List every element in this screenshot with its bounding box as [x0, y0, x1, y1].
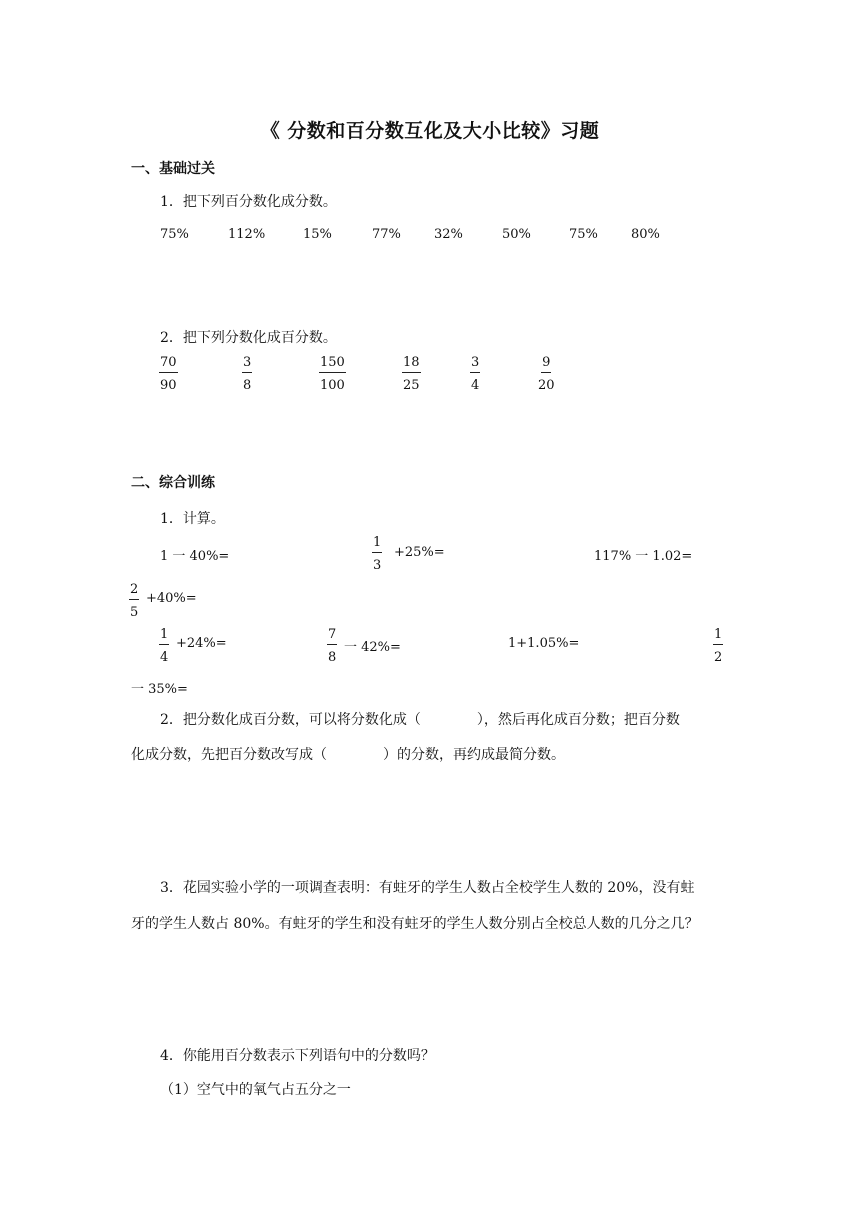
percent-item: 50%: [502, 227, 531, 242]
percent-item: 32%: [434, 227, 463, 242]
numerator: 3: [470, 355, 480, 373]
numerator: 7: [327, 627, 337, 645]
denominator: 8: [328, 650, 337, 665]
denominator: 4: [160, 650, 169, 665]
fraction: [713, 627, 723, 665]
fraction: [159, 627, 169, 665]
numerator: 2: [129, 582, 139, 600]
percent-item: 75%: [569, 227, 598, 242]
fraction: [319, 355, 346, 393]
fraction: [242, 355, 252, 393]
numerator: 9: [541, 355, 551, 373]
section-heading-training: 二、综合训练: [131, 475, 215, 491]
denominator: 2: [714, 650, 723, 665]
denominator: 20: [538, 378, 555, 393]
question-4-sub-1: （1）空气中的氧气占五分之一: [160, 1082, 351, 1098]
numerator: 1: [713, 627, 723, 645]
section-heading-basic: 一、基础过关: [131, 161, 215, 177]
calc-expression-3: 117% 一 1.02=: [594, 549, 693, 564]
calc-prompt: 1．计算。: [160, 511, 225, 527]
numerator: 18: [402, 355, 421, 373]
percent-item: 80%: [631, 227, 660, 242]
fraction: [402, 355, 421, 393]
fraction: [327, 627, 337, 665]
fraction: [470, 355, 480, 393]
page-title: 《 分数和百分数互化及大小比较》习题: [260, 120, 600, 142]
calc-expression-4: +40%=: [146, 591, 197, 606]
fraction: [538, 355, 555, 393]
calc-expression-2: +25%=: [394, 545, 445, 560]
question-1-prompt: 1．把下列百分数化成分数。: [160, 194, 337, 210]
percent-item: 15%: [303, 227, 332, 242]
calc-expression-8: 一 35%=: [131, 682, 188, 697]
fraction: [159, 355, 178, 393]
calc-expression-7: 1+1.05%=: [508, 636, 580, 651]
fraction: [129, 582, 139, 620]
percent-item: 112%: [228, 227, 266, 242]
numerator: 70: [159, 355, 178, 373]
question-2-line-1: 2．把分数化成百分数，可以将分数化成（ ），然后再化成百分数；把百分数: [160, 712, 680, 728]
question-4-prompt: 4．你能用百分数表示下列语句中的分数吗？: [160, 1048, 435, 1064]
numerator: 1: [159, 627, 169, 645]
denominator: 4: [471, 378, 480, 393]
question-3-line-1: 3．花园实验小学的一项调查表明：有蛀牙的学生人数占全校学生人数的 20%，没有蛀: [160, 880, 695, 896]
question-2-line-2: 化成分数，先把百分数改写成（ ）的分数，再约成最简分数。: [131, 747, 565, 763]
percent-item: 75%: [160, 227, 189, 242]
numerator: 1: [372, 535, 382, 553]
denominator: 90: [160, 378, 177, 393]
denominator: 100: [320, 378, 345, 393]
percent-item: 77%: [372, 227, 401, 242]
calc-expression-6: 一 42%=: [344, 640, 401, 655]
denominator: 25: [403, 378, 420, 393]
question-2-prompt: 2．把下列分数化成百分数。: [160, 330, 337, 346]
calc-expression-5: +24%=: [176, 636, 227, 651]
question-3-line-2: 牙的学生人数占 80%。有蛀牙的学生和没有蛀牙的学生人数分别占全校总人数的几分之几？: [131, 916, 699, 932]
denominator: 8: [243, 378, 252, 393]
calc-expression-1: 1 一 40%=: [160, 549, 230, 564]
fraction: [372, 535, 382, 573]
denominator: 5: [130, 605, 139, 620]
numerator: 150: [319, 355, 346, 373]
numerator: 3: [242, 355, 252, 373]
denominator: 3: [373, 558, 382, 573]
